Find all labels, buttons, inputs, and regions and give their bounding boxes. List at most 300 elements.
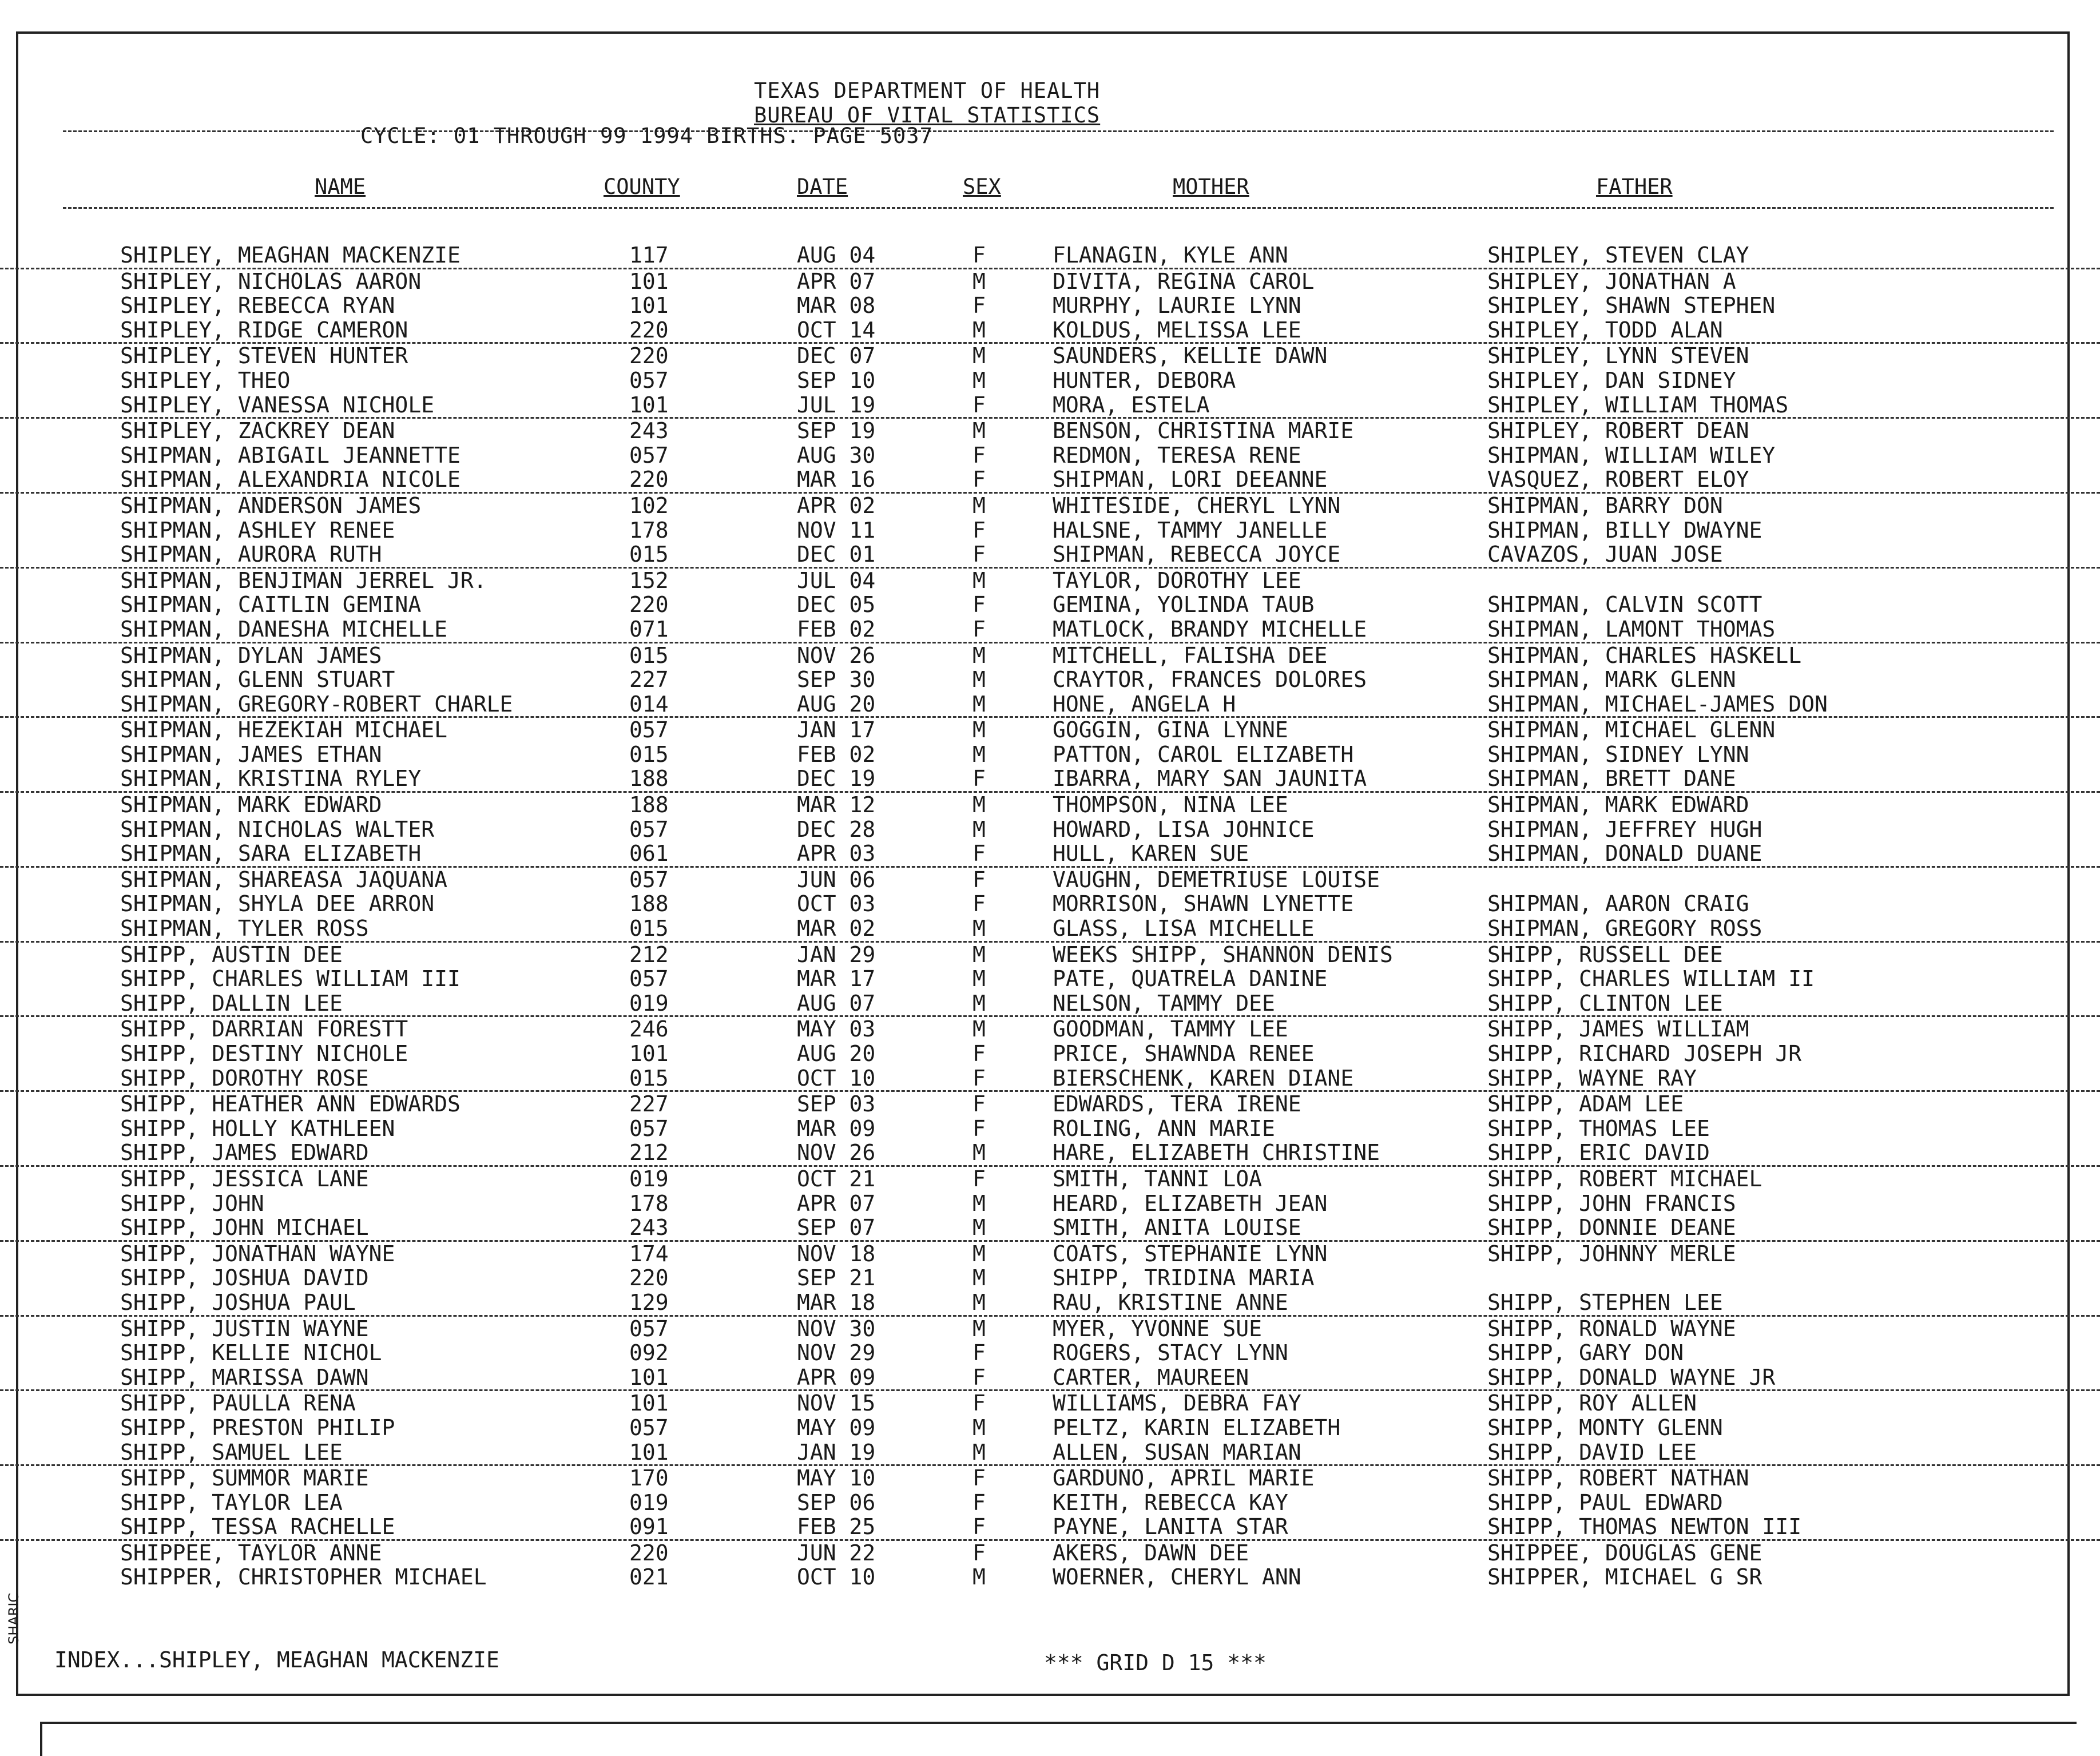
cell-mother: PAYNE, LANITA STAR bbox=[1053, 1514, 1288, 1540]
table-row bbox=[0, 318, 2100, 344]
cell-name: SHIPMAN, CAITLIN GEMINA bbox=[120, 592, 422, 618]
cell-county: 019 bbox=[629, 1489, 669, 1515]
cell-date: NOV 15 bbox=[797, 1391, 876, 1416]
cell-mother: ROGERS, STACY LYNN bbox=[1053, 1340, 1288, 1366]
cell-county: 092 bbox=[629, 1340, 669, 1366]
cell-mother: PATE, QUATRELA DANINE bbox=[1053, 966, 1328, 992]
table-row bbox=[0, 643, 2100, 668]
cell-father: SHIPLEY, LYNN STEVEN bbox=[1487, 343, 1749, 369]
agency-title: TEXAS DEPARTMENT OF HEALTH bbox=[754, 78, 1101, 103]
cell-father: SHIPMAN, BARRY DON bbox=[1487, 492, 1723, 518]
cell-mother: PELTZ, KARIN ELIZABETH bbox=[1053, 1415, 1341, 1440]
cell-sex: M bbox=[972, 792, 986, 818]
cell-mother: HUNTER, DEBORA bbox=[1053, 367, 1236, 393]
table-row bbox=[0, 243, 2100, 269]
cell-county: 071 bbox=[629, 616, 669, 642]
table-row bbox=[0, 1565, 2100, 1590]
cell-county: 057 bbox=[629, 966, 669, 992]
cell-father: SHIPP, WAYNE RAY bbox=[1487, 1065, 1697, 1091]
cell-sex: M bbox=[972, 1241, 986, 1266]
cell-father: SHIPP, GARY DON bbox=[1487, 1340, 1684, 1366]
cell-father: SHIPLEY, ROBERT DEAN bbox=[1487, 418, 1749, 444]
cell-date: SEP 21 bbox=[797, 1265, 876, 1291]
cell-date: DEC 05 bbox=[797, 592, 876, 618]
cell-father: SHIPLEY, STEVEN CLAY bbox=[1487, 243, 1749, 268]
cell-county: 057 bbox=[629, 867, 669, 892]
column-header-divider bbox=[63, 207, 2054, 209]
table-row bbox=[0, 518, 2100, 543]
cell-county: 227 bbox=[629, 667, 669, 693]
cell-sex: F bbox=[972, 841, 986, 867]
cell-date: MAY 09 bbox=[797, 1415, 876, 1440]
cell-county: 178 bbox=[629, 517, 669, 543]
cell-county: 057 bbox=[629, 367, 669, 393]
cell-name: SHIPMAN, ANDERSON JAMES bbox=[120, 492, 422, 518]
next-page-frame bbox=[40, 1722, 2077, 1756]
cell-name: SHIPMAN, JAMES ETHAN bbox=[120, 741, 382, 767]
cell-mother: TAYLOR, DOROTHY LEE bbox=[1053, 567, 1301, 593]
cell-sex: M bbox=[972, 941, 986, 967]
cell-name: SHIPP, JUSTIN WAYNE bbox=[120, 1316, 369, 1341]
cell-father: SHIPMAN, LAMONT THOMAS bbox=[1487, 616, 1776, 642]
table-row bbox=[0, 293, 2100, 318]
cell-father: SHIPMAN, GREGORY ROSS bbox=[1487, 916, 1762, 941]
cell-date: DEC 19 bbox=[797, 766, 876, 792]
cell-mother: SMITH, TANNI LOA bbox=[1053, 1166, 1263, 1191]
table-row bbox=[0, 892, 2100, 916]
table-row bbox=[0, 1515, 2100, 1541]
table-row bbox=[0, 1391, 2100, 1416]
cell-date: FEB 25 bbox=[797, 1514, 876, 1540]
cell-county: 220 bbox=[629, 1540, 669, 1566]
cell-mother: MITCHELL, FALISHA DEE bbox=[1053, 642, 1328, 668]
cell-name: SHIPP, DALLIN LEE bbox=[120, 990, 343, 1016]
cell-mother: IBARRA, MARY SAN JAUNITA bbox=[1053, 766, 1367, 792]
cell-name: SHIPP, DESTINY NICHOLE bbox=[120, 1041, 408, 1066]
cell-name: SHIPMAN, DYLAN JAMES bbox=[120, 642, 382, 668]
cell-father: SHIPLEY, SHAWN STEPHEN bbox=[1487, 293, 1776, 319]
cell-county: 057 bbox=[629, 717, 669, 743]
cell-county: 246 bbox=[629, 1016, 669, 1042]
cell-mother: PRICE, SHAWNDA RENEE bbox=[1053, 1041, 1315, 1066]
table-row bbox=[0, 1290, 2100, 1317]
cell-date: MAR 16 bbox=[797, 467, 876, 492]
cell-mother: HEARD, ELIZABETH JEAN bbox=[1053, 1190, 1328, 1216]
cell-date: NOV 26 bbox=[797, 1140, 876, 1166]
cell-mother: SHIPMAN, LORI DEEANNE bbox=[1053, 467, 1328, 492]
cell-name: SHIPP, PRESTON PHILIP bbox=[120, 1415, 395, 1440]
cell-father: SHIPLEY, WILLIAM THOMAS bbox=[1487, 392, 1789, 418]
cell-sex: F bbox=[972, 442, 986, 468]
cell-sex: M bbox=[972, 1289, 986, 1315]
cell-sex: M bbox=[972, 816, 986, 842]
table-row bbox=[0, 742, 2100, 767]
table-row bbox=[0, 1141, 2100, 1167]
cell-father: SHIPP, MONTY GLENN bbox=[1487, 1415, 1723, 1440]
table-row bbox=[0, 943, 2100, 967]
table-row bbox=[0, 868, 2100, 892]
cell-father: SHIPP, ROBERT MICHAEL bbox=[1487, 1166, 1762, 1191]
cell-sex: F bbox=[972, 293, 986, 319]
cell-mother: MORA, ESTELA bbox=[1053, 392, 1210, 418]
cell-name: SHIPMAN, DANESHA MICHELLE bbox=[120, 616, 447, 642]
cell-date: NOV 18 bbox=[797, 1241, 876, 1266]
cell-date: SEP 10 bbox=[797, 367, 876, 393]
cell-father: SHIPP, STEPHEN LEE bbox=[1487, 1289, 1723, 1315]
table-row bbox=[0, 817, 2100, 842]
cell-date: NOV 30 bbox=[797, 1316, 876, 1341]
cell-name: SHIPMAN, GREGORY-ROBERT CHARLE bbox=[120, 691, 513, 717]
cell-mother: WOERNER, CHERYL ANN bbox=[1053, 1564, 1301, 1590]
cell-sex: M bbox=[972, 1415, 986, 1440]
cell-father: SHIPPEE, DOUGLAS GENE bbox=[1487, 1540, 1762, 1566]
cell-date: JAN 19 bbox=[797, 1439, 876, 1465]
cell-mother: KOLDUS, MELISSA LEE bbox=[1053, 317, 1301, 343]
cell-sex: F bbox=[972, 1489, 986, 1515]
cell-date: AUG 20 bbox=[797, 691, 876, 717]
cell-sex: F bbox=[972, 1115, 986, 1141]
cell-sex: M bbox=[972, 567, 986, 593]
table-row bbox=[0, 593, 2100, 617]
cell-mother: REDMON, TERESA RENE bbox=[1053, 442, 1301, 468]
cell-name: SHIPP, DARRIAN FORESTT bbox=[120, 1016, 408, 1042]
table-row bbox=[0, 1466, 2100, 1491]
cell-county: 102 bbox=[629, 492, 669, 518]
cell-county: 220 bbox=[629, 317, 669, 343]
cell-father: SHIPP, THOMAS NEWTON III bbox=[1487, 1514, 1802, 1540]
cell-mother: ROLING, ANN MARIE bbox=[1053, 1115, 1275, 1141]
cell-date: JUN 06 bbox=[797, 867, 876, 892]
cell-sex: M bbox=[972, 642, 986, 668]
cell-sex: M bbox=[972, 1016, 986, 1042]
cell-sex: F bbox=[972, 243, 986, 268]
cell-date: SEP 30 bbox=[797, 667, 876, 693]
column-header-mother: MOTHER bbox=[1173, 174, 1249, 199]
cell-mother: KEITH, REBECCA KAY bbox=[1053, 1489, 1288, 1515]
cell-sex: F bbox=[972, 592, 986, 618]
table-row bbox=[0, 1491, 2100, 1515]
cell-name: SHIPP, JOSHUA DAVID bbox=[120, 1265, 369, 1291]
cell-county: 117 bbox=[629, 243, 669, 268]
table-row bbox=[0, 991, 2100, 1018]
cell-name: SHIPP, HEATHER ANN EDWARDS bbox=[120, 1091, 461, 1117]
table-row bbox=[0, 1341, 2100, 1365]
cell-name: SHIPLEY, VANESSA NICHOLE bbox=[120, 392, 435, 418]
cell-father: SHIPP, RICHARD JOSEPH JR bbox=[1487, 1041, 1802, 1066]
cell-father: SHIPMAN, CALVIN SCOTT bbox=[1487, 592, 1762, 618]
cell-date: MAR 09 bbox=[797, 1115, 876, 1141]
cell-date: APR 03 bbox=[797, 841, 876, 867]
cell-county: 057 bbox=[629, 816, 669, 842]
table-row bbox=[0, 1167, 2100, 1191]
cell-sex: M bbox=[972, 1215, 986, 1241]
cell-name: SHIPP, DOROTHY ROSE bbox=[120, 1065, 369, 1091]
cell-county: 170 bbox=[629, 1465, 669, 1491]
cell-county: 178 bbox=[629, 1190, 669, 1216]
cell-date: SEP 19 bbox=[797, 418, 876, 444]
cell-date: NOV 26 bbox=[797, 642, 876, 668]
cell-father: SHIPLEY, DAN SIDNEY bbox=[1487, 367, 1736, 393]
cell-date: APR 07 bbox=[797, 1190, 876, 1216]
table-row bbox=[0, 467, 2100, 494]
cell-name: SHIPLEY, STEVEN HUNTER bbox=[120, 343, 408, 369]
table-row bbox=[0, 269, 2100, 294]
cell-sex: M bbox=[972, 492, 986, 518]
cell-name: SHIPLEY, MEAGHAN MACKENZIE bbox=[120, 243, 461, 268]
cell-county: 101 bbox=[629, 1041, 669, 1066]
cell-date: JUL 04 bbox=[797, 567, 876, 593]
cell-name: SHIPMAN, SARA ELIZABETH bbox=[120, 841, 422, 867]
cell-mother: GOODMAN, TAMMY LEE bbox=[1053, 1016, 1288, 1042]
cell-name: SHIPP, TESSA RACHELLE bbox=[120, 1514, 395, 1540]
table-row bbox=[0, 569, 2100, 593]
cell-county: 220 bbox=[629, 1265, 669, 1291]
table-row bbox=[0, 668, 2100, 692]
side-label: SHARIC bbox=[6, 1592, 22, 1644]
table-row bbox=[0, 718, 2100, 742]
table-row bbox=[0, 916, 2100, 943]
cell-sex: M bbox=[972, 1265, 986, 1291]
cell-sex: M bbox=[972, 343, 986, 369]
cell-sex: F bbox=[972, 517, 986, 543]
cell-county: 101 bbox=[629, 1391, 669, 1416]
cell-sex: M bbox=[972, 916, 986, 941]
cell-county: 220 bbox=[629, 343, 669, 369]
cell-father: SHIPMAN, MICHAEL GLENN bbox=[1487, 717, 1776, 743]
index-label: INDEX...SHIPLEY, MEAGHAN MACKENZIE bbox=[54, 1647, 499, 1672]
cell-name: SHIPP, JONATHAN WAYNE bbox=[120, 1241, 395, 1266]
cell-mother: CRAYTOR, FRANCES DOLORES bbox=[1053, 667, 1367, 693]
cell-date: MAR 08 bbox=[797, 293, 876, 319]
cell-county: 101 bbox=[629, 392, 669, 418]
cell-mother: HOWARD, LISA JOHNICE bbox=[1053, 816, 1315, 842]
cell-father: SHIPMAN, MARK GLENN bbox=[1487, 667, 1736, 693]
cell-name: SHIPMAN, AURORA RUTH bbox=[120, 542, 382, 567]
table-row bbox=[0, 542, 2100, 569]
cell-name: SHIPP, JOHN MICHAEL bbox=[120, 1215, 369, 1241]
cell-father: SHIPMAN, BILLY DWAYNE bbox=[1487, 517, 1762, 543]
cell-father: SHIPMAN, BRETT DANE bbox=[1487, 766, 1736, 792]
cell-date: SEP 03 bbox=[797, 1091, 876, 1117]
cell-name: SHIPLEY, RIDGE CAMERON bbox=[120, 317, 408, 343]
cell-father: SHIPP, ADAM LEE bbox=[1487, 1091, 1684, 1117]
cell-mother: AKERS, DAWN DEE bbox=[1053, 1540, 1249, 1566]
cell-county: 014 bbox=[629, 691, 669, 717]
cell-name: SHIPMAN, GLENN STUART bbox=[120, 667, 395, 693]
cell-name: SHIPLEY, ZACKREY DEAN bbox=[120, 418, 395, 444]
cell-mother: GARDUNO, APRIL MARIE bbox=[1053, 1465, 1315, 1491]
cell-sex: M bbox=[972, 418, 986, 444]
cell-mother: SAUNDERS, KELLIE DAWN bbox=[1053, 343, 1328, 369]
bureau-title: BUREAU OF VITAL STATISTICS bbox=[754, 103, 1101, 128]
table-row bbox=[0, 793, 2100, 817]
cell-sex: M bbox=[972, 1439, 986, 1465]
cell-mother: MORRISON, SHAWN LYNETTE bbox=[1053, 891, 1354, 917]
cell-name: SHIPMAN, ABIGAIL JEANNETTE bbox=[120, 442, 461, 468]
cell-father: SHIPP, DONNIE DEANE bbox=[1487, 1215, 1736, 1241]
cell-sex: F bbox=[972, 467, 986, 492]
cell-sex: F bbox=[972, 1540, 986, 1566]
cell-name: SHIPPEE, TAYLOR ANNE bbox=[120, 1540, 382, 1566]
cell-sex: F bbox=[972, 1364, 986, 1390]
table-row bbox=[0, 1191, 2100, 1216]
cell-name: SHIPP, JAMES EDWARD bbox=[120, 1140, 369, 1166]
cell-county: 174 bbox=[629, 1241, 669, 1266]
cell-date: APR 07 bbox=[797, 268, 876, 294]
cell-date: JUN 22 bbox=[797, 1540, 876, 1566]
cell-county: 021 bbox=[629, 1564, 669, 1590]
cell-date: AUG 07 bbox=[797, 990, 876, 1016]
cell-father: SHIPP, ROY ALLEN bbox=[1487, 1391, 1697, 1416]
table-row bbox=[0, 419, 2100, 443]
cell-county: 212 bbox=[629, 941, 669, 967]
cell-father: SHIPP, ROBERT NATHAN bbox=[1487, 1465, 1749, 1491]
cell-father: SHIPP, JAMES WILLIAM bbox=[1487, 1016, 1749, 1042]
cell-mother: DIVITA, REGINA CAROL bbox=[1053, 268, 1315, 294]
column-header-sex: SEX bbox=[963, 174, 1001, 199]
cell-county: 057 bbox=[629, 1115, 669, 1141]
cell-county: 015 bbox=[629, 741, 669, 767]
cell-county: 220 bbox=[629, 467, 669, 492]
table-row bbox=[0, 1242, 2100, 1266]
cell-date: DEC 07 bbox=[797, 343, 876, 369]
cell-date: OCT 10 bbox=[797, 1065, 876, 1091]
cell-father: SHIPP, CLINTON LEE bbox=[1487, 990, 1723, 1016]
cell-name: SHIPMAN, BENJIMAN JERREL JR. bbox=[120, 567, 487, 593]
cell-county: 212 bbox=[629, 1140, 669, 1166]
cell-name: SHIPMAN, MARK EDWARD bbox=[120, 792, 382, 818]
cell-mother: NELSON, TAMMY DEE bbox=[1053, 990, 1275, 1016]
cell-sex: F bbox=[972, 1391, 986, 1416]
cell-mother: SHIPMAN, REBECCA JOYCE bbox=[1053, 542, 1341, 567]
cell-county: 129 bbox=[629, 1289, 669, 1315]
cell-name: SHIPP, JESSICA LANE bbox=[120, 1166, 369, 1191]
cell-county: 061 bbox=[629, 841, 669, 867]
cell-name: SHIPP, SUMMOR MARIE bbox=[120, 1465, 369, 1491]
cell-sex: F bbox=[972, 616, 986, 642]
cell-county: 057 bbox=[629, 1415, 669, 1440]
table-row bbox=[0, 967, 2100, 991]
table-row bbox=[0, 1365, 2100, 1392]
cell-mother: WHITESIDE, CHERYL LYNN bbox=[1053, 492, 1341, 518]
cell-sex: F bbox=[972, 891, 986, 917]
cell-father: SHIPP, RUSSELL DEE bbox=[1487, 941, 1723, 967]
cell-father: SHIPMAN, JEFFREY HUGH bbox=[1487, 816, 1762, 842]
cell-sex: M bbox=[972, 990, 986, 1016]
cell-sex: M bbox=[972, 1316, 986, 1341]
cell-name: SHIPMAN, ASHLEY RENEE bbox=[120, 517, 395, 543]
cell-date: NOV 29 bbox=[797, 1340, 876, 1366]
cell-date: MAR 02 bbox=[797, 916, 876, 941]
cell-date: JAN 29 bbox=[797, 941, 876, 967]
cell-mother: HULL, KAREN SUE bbox=[1053, 841, 1249, 867]
cycle-line: CYCLE: 01 THROUGH 99 1994 BIRTHS. PAGE 5037 bbox=[360, 124, 933, 148]
cell-mother: CARTER, MAUREEN bbox=[1053, 1364, 1249, 1390]
cell-county: 057 bbox=[629, 442, 669, 468]
cell-county: 019 bbox=[629, 990, 669, 1016]
cell-name: SHIPP, HOLLY KATHLEEN bbox=[120, 1115, 395, 1141]
cell-sex: F bbox=[972, 867, 986, 892]
cell-date: FEB 02 bbox=[797, 616, 876, 642]
cell-date: MAR 17 bbox=[797, 966, 876, 992]
cell-mother: THOMPSON, NINA LEE bbox=[1053, 792, 1288, 818]
cell-mother: HONE, ANGELA H bbox=[1053, 691, 1236, 717]
cell-sex: F bbox=[972, 1514, 986, 1540]
cell-county: 101 bbox=[629, 268, 669, 294]
cell-date: OCT 14 bbox=[797, 317, 876, 343]
cell-name: SHIPP, AUSTIN DEE bbox=[120, 941, 343, 967]
cell-mother: SHIPP, TRIDINA MARIA bbox=[1053, 1265, 1315, 1291]
cell-father: SHIPP, THOMAS LEE bbox=[1487, 1115, 1710, 1141]
cell-mother: ALLEN, SUSAN MARIAN bbox=[1053, 1439, 1301, 1465]
cell-father: SHIPP, JOHNNY MERLE bbox=[1487, 1241, 1736, 1266]
cell-name: SHIPP, JOHN bbox=[120, 1190, 264, 1216]
cell-date: MAY 03 bbox=[797, 1016, 876, 1042]
cell-father: SHIPP, RONALD WAYNE bbox=[1487, 1316, 1736, 1341]
cell-name: SHIPP, KELLIE NICHOL bbox=[120, 1340, 382, 1366]
cell-father: SHIPP, JOHN FRANCIS bbox=[1487, 1190, 1736, 1216]
cell-father: SHIPP, DONALD WAYNE JR bbox=[1487, 1364, 1776, 1390]
cell-father: SHIPPER, MICHAEL G SR bbox=[1487, 1564, 1762, 1590]
cell-father: SHIPMAN, AARON CRAIG bbox=[1487, 891, 1749, 917]
table-row bbox=[0, 393, 2100, 419]
birth-records-table bbox=[0, 243, 2100, 1590]
cell-county: 015 bbox=[629, 542, 669, 567]
cell-father: SHIPMAN, MARK EDWARD bbox=[1487, 792, 1749, 818]
cell-name: SHIPMAN, KRISTINA RYLEY bbox=[120, 766, 422, 792]
table-row bbox=[0, 1066, 2100, 1092]
cell-father: CAVAZOS, JUAN JOSE bbox=[1487, 542, 1723, 567]
cell-sex: F bbox=[972, 542, 986, 567]
table-row bbox=[0, 1541, 2100, 1566]
grid-label: *** GRID D 15 *** bbox=[1044, 1650, 1267, 1675]
cell-date: OCT 21 bbox=[797, 1166, 876, 1191]
cell-sex: F bbox=[972, 1065, 986, 1091]
cell-name: SHIPP, CHARLES WILLIAM III bbox=[120, 966, 461, 992]
table-row bbox=[0, 692, 2100, 718]
cell-county: 227 bbox=[629, 1091, 669, 1117]
cell-county: 243 bbox=[629, 418, 669, 444]
cell-name: SHIPP, PAULLA RENA bbox=[120, 1391, 356, 1416]
cell-father: SHIPP, CHARLES WILLIAM II bbox=[1487, 966, 1815, 992]
cell-county: 220 bbox=[629, 592, 669, 618]
cell-date: SEP 07 bbox=[797, 1215, 876, 1241]
table-row bbox=[0, 1017, 2100, 1042]
cell-name: SHIPP, TAYLOR LEA bbox=[120, 1489, 343, 1515]
cell-father: VASQUEZ, ROBERT ELOY bbox=[1487, 467, 1749, 492]
cell-mother: MURPHY, LAURIE LYNN bbox=[1053, 293, 1301, 319]
cell-date: MAR 18 bbox=[797, 1289, 876, 1315]
cell-date: DEC 28 bbox=[797, 816, 876, 842]
cell-mother: HARE, ELIZABETH CHRISTINE bbox=[1053, 1140, 1380, 1166]
cell-mother: GLASS, LISA MICHELLE bbox=[1053, 916, 1315, 941]
cell-father: SHIPMAN, DONALD DUANE bbox=[1487, 841, 1762, 867]
cell-date: JUL 19 bbox=[797, 392, 876, 418]
column-header-date: DATE bbox=[797, 174, 848, 199]
column-header-county: COUNTY bbox=[604, 174, 680, 199]
cell-mother: VAUGHN, DEMETRIUSE LOUISE bbox=[1053, 867, 1380, 892]
cell-name: SHIPP, JOSHUA PAUL bbox=[120, 1289, 356, 1315]
cell-sex: F bbox=[972, 1166, 986, 1191]
cell-date: APR 02 bbox=[797, 492, 876, 518]
cell-mother: MATLOCK, BRANDY MICHELLE bbox=[1053, 616, 1367, 642]
table-row bbox=[0, 368, 2100, 393]
cell-mother: RAU, KRISTINE ANNE bbox=[1053, 1289, 1288, 1315]
cell-name: SHIPP, SAMUEL LEE bbox=[120, 1439, 343, 1465]
cell-mother: HALSNE, TAMMY JANELLE bbox=[1053, 517, 1328, 543]
cell-sex: M bbox=[972, 691, 986, 717]
cell-sex: M bbox=[972, 1140, 986, 1166]
